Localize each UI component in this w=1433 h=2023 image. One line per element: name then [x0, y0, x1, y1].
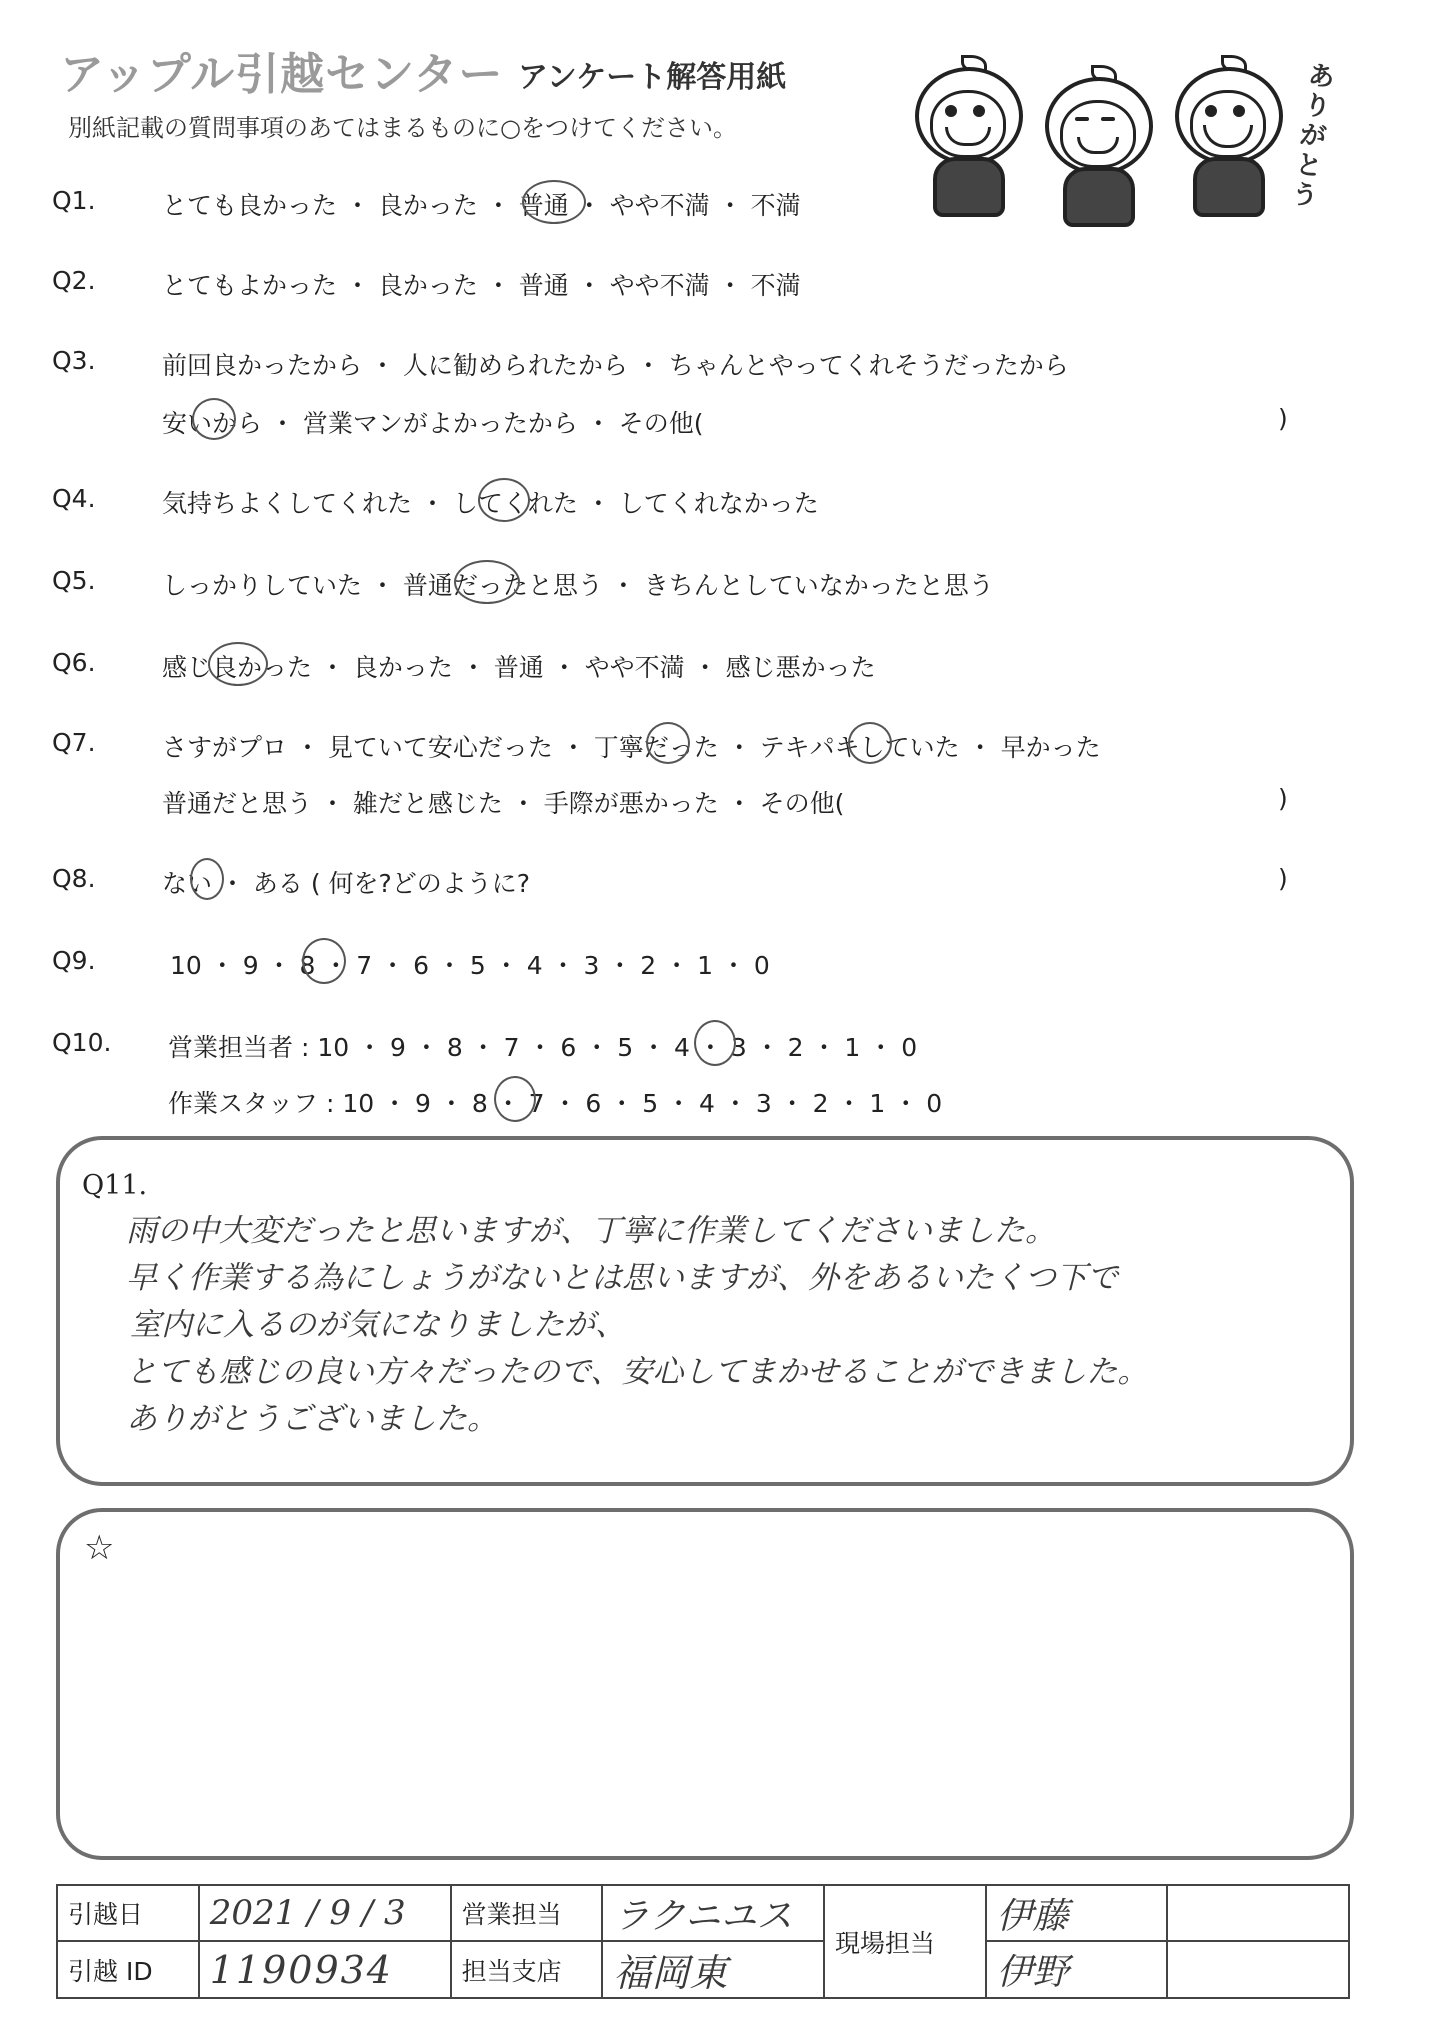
q7-answer-circle-1	[646, 722, 690, 764]
q8-label: Q8.	[52, 864, 96, 893]
q10-sales-answer-circle	[694, 1020, 736, 1066]
q10-staff-answer-circle	[494, 1076, 536, 1122]
q11-comment-line-2: 早く作業する為にしょうがないとは思いますが、外をあるいたくつ下で	[126, 1260, 1118, 1296]
q2-options: とてもよかった ・ 良かった ・ 普通 ・ やや不満 ・ 不満	[162, 271, 801, 300]
instruction-text: 別紙記載の質問事項のあてはまるものに○をつけてください。	[68, 114, 737, 142]
q4-label: Q4.	[52, 484, 96, 513]
q11-comment-line-1: 雨の中大変だったと思いますが、丁寧に作業してくださいました。	[126, 1213, 1056, 1249]
move-id-handwriting: 1190934	[209, 1947, 393, 1992]
q7-label: Q7.	[52, 728, 96, 757]
star-comment-box	[56, 1508, 1354, 1860]
q4-options: 気持ちよくしてくれた ・ してくれた ・ してくれなかった	[162, 489, 819, 518]
q4-answer-circle	[478, 478, 530, 522]
q1-answer-circle	[522, 180, 586, 224]
q11-comment	[126, 1208, 1306, 1443]
q5-label: Q5.	[52, 566, 96, 595]
q7-options-line2: 普通だと思う ・ 雑だと感じた ・ 手際が悪かった ・ その他(	[162, 789, 845, 818]
q7-options-line1: さすがプロ ・ 見ていて安心だった ・ 丁寧だった ・ テキパキしていた ・ 早かった	[162, 733, 1101, 762]
star-icon: ☆	[84, 1528, 115, 1568]
q7-close-paren: )	[1278, 784, 1288, 813]
q3-options-line1: 前回良かったから ・ 人に勧められたから ・ ちゃんとやってくれそうだったから	[162, 351, 1069, 380]
footer-info-table	[56, 1884, 1350, 1999]
monkey-mascot-1	[905, 55, 1035, 215]
site-manager-handwriting-1: 伊藤	[996, 1895, 1069, 1937]
move-id-label: 引越 ID	[57, 1941, 199, 1998]
q9-scale: 10 ・ 9 ・ 8 ・ 7 ・ 6 ・ 5 ・ 4 ・ 3 ・ 2 ・ 1 ・ 0	[170, 951, 770, 980]
q9-answer-circle	[302, 938, 346, 984]
q3-label: Q3.	[52, 346, 96, 375]
q11-label: Q11.	[82, 1170, 148, 1201]
site-manager-value-2	[986, 1941, 1168, 1998]
q2-label: Q2.	[52, 266, 96, 295]
q7-answer-circle-2	[848, 722, 892, 764]
q3-close-paren: )	[1278, 404, 1288, 433]
q11-comment-line-3: 室内に入るのが気になりましたが、	[130, 1307, 626, 1343]
q3-options-line2: 安いから ・ 営業マンがよかったから ・ その他(	[162, 409, 704, 438]
footer-empty-cell-2	[1167, 1941, 1349, 1998]
form-subtitle: アンケート解答用紙	[518, 60, 787, 95]
q10-staff-scale: 作業スタッフ : 10 ・ 9 ・ 8 ・ 7 ・ 6 ・ 5 ・ 4 ・ 3 ・ 2 ・ 1 ・ 0	[168, 1089, 943, 1118]
q5-answer-circle	[454, 560, 520, 604]
sales-rep-handwriting: ラクニユス	[613, 1895, 793, 1937]
q11-comment-line-5: ありがとうございました。	[126, 1401, 498, 1437]
site-manager-value-1	[986, 1885, 1168, 1941]
q8-answer-circle	[190, 858, 224, 900]
q10-label: Q10.	[52, 1028, 112, 1057]
q9-label: Q9.	[52, 946, 96, 975]
q11-comment-line-4: とても感じの良い方々だったので、安心してまかせることができました。	[126, 1354, 1149, 1390]
q8-close-paren: )	[1278, 864, 1288, 893]
sales-rep-label: 営業担当	[451, 1885, 603, 1941]
q6-answer-circle	[208, 642, 268, 686]
q1-label: Q1.	[52, 186, 96, 215]
q6-label: Q6.	[52, 648, 96, 677]
site-manager-label: 現場担当	[824, 1885, 986, 1998]
branch-handwriting: 福岡東	[613, 1951, 728, 1995]
q3-answer-circle	[192, 398, 236, 440]
branch-value	[602, 1941, 824, 1998]
branch-label: 担当支店	[451, 1941, 603, 1998]
monkey-mascot-3	[1165, 55, 1295, 215]
thanks-text: ありがとう	[1289, 60, 1337, 213]
move-date-value	[199, 1885, 451, 1941]
q10-sales-scale: 営業担当者 : 10 ・ 9 ・ 8 ・ 7 ・ 6 ・ 5 ・ 4 ・ 3 ・ 2 ・ 1 ・ 0	[168, 1033, 918, 1062]
q5-options: しっかりしていた ・ 普通だったと思う ・ きちんとしていなかったと思う	[162, 571, 994, 600]
move-date-label: 引越日	[57, 1885, 199, 1941]
sales-rep-value	[602, 1885, 824, 1941]
move-date-handwriting: 2021 / 9 / 3	[209, 1893, 406, 1933]
monkey-mascot-2	[1035, 65, 1165, 225]
site-manager-handwriting-2: 伊野	[996, 1952, 1069, 1993]
q8-options: ない ・ ある ( 何を?どのように?	[162, 869, 531, 898]
footer-empty-cell-1	[1167, 1885, 1349, 1941]
q1-options: とても良かった ・ 良かった ・ 普通 ・ やや不満 ・ 不満	[162, 191, 801, 220]
move-id-value	[199, 1941, 451, 1998]
brand-title: アップル引越センター	[60, 49, 504, 100]
q6-options: 感じ良かった ・ 良かった ・ 普通 ・ やや不満 ・ 感じ悪かった	[162, 653, 876, 682]
